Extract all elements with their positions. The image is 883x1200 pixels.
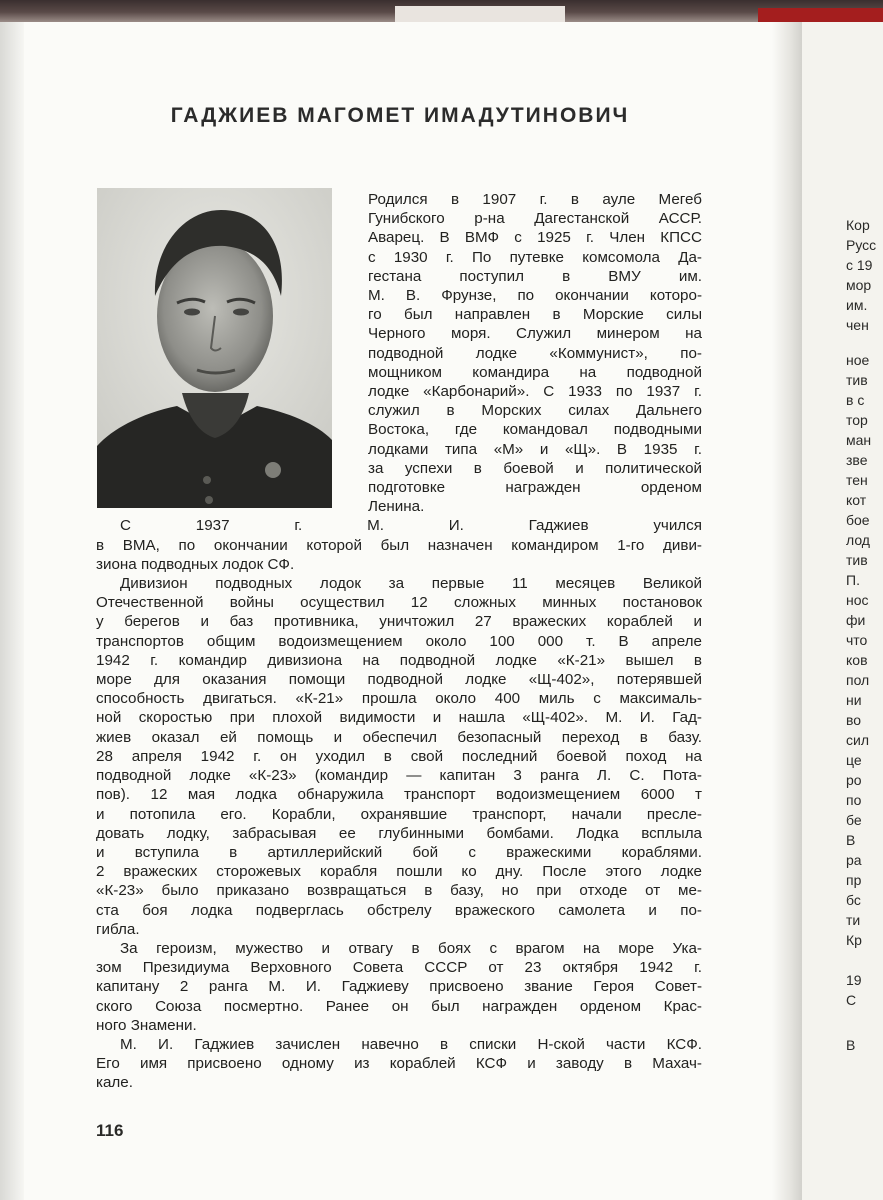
- facing-page-fragment: П.: [846, 572, 860, 588]
- text-line: За героизм, мужество и отвагу в боях с врагом на море Ука-: [120, 939, 702, 957]
- facing-page-fragment: мор: [846, 277, 872, 293]
- text-line: Гунибского р-на Дагестанской АССР.: [368, 210, 702, 228]
- facing-page-fragment: це: [846, 752, 862, 768]
- facing-page-fragment: лод: [846, 532, 870, 548]
- text-line: 2 вражеских сторожевых корабля пошли ко дну. После этого лодке: [96, 863, 702, 881]
- page-top-edge: [0, 0, 883, 22]
- text-line: Черного моря. Служил минером на: [368, 325, 702, 343]
- photo-wrap-space: [96, 190, 368, 516]
- text-line: лодками типа «М» и «Щ». В 1935 г.: [368, 440, 702, 458]
- facing-page-fragment: пол: [846, 672, 870, 688]
- text-line: ного Знамени.: [96, 1016, 197, 1034]
- text-line: Его имя присвоено одному из кораблей КСФ и заводу в Махач-: [96, 1055, 702, 1073]
- text-line: капитану 2 ранга М. И. Гаджиеву присвоено звание Героя Совет-: [96, 978, 702, 996]
- facing-page-fragment: зве: [846, 452, 868, 468]
- facing-page-fragment: тив: [846, 552, 868, 568]
- facing-page-fragment: что: [846, 632, 868, 648]
- book-gutter: [772, 22, 802, 1200]
- text-line: С 1937 г. М. И. Гаджиев учился: [120, 517, 702, 535]
- left-page-shadow: [0, 22, 24, 1200]
- facing-page-fragment: ра: [846, 852, 862, 868]
- text-line: Аварец. В ВМФ с 1925 г. Член КПСС: [368, 229, 702, 247]
- facing-page-fragment: чен: [846, 317, 869, 333]
- text-line: «К-23» было приказано возвращаться в базу, но при отходе от ме-: [96, 882, 702, 900]
- text-line: подводной лодке «К-23» (командир — капитан 3 ранга Л. С. Пота-: [96, 767, 702, 785]
- page-title: ГАДЖИЕВ МАГОМЕТ ИМАДУТИНОВИЧ: [170, 104, 630, 127]
- text-line: 28 апреля 1942 г. он уходил в свой последний боевой поход на: [96, 747, 702, 765]
- text-line: подготовке награжден орденом: [368, 479, 702, 497]
- text-line: 1942 г. командир дивизиона на подводной лодке «К-21» вышел в: [96, 651, 702, 669]
- text-line: кале.: [96, 1074, 133, 1092]
- text-line: гестана поступил в ВМУ им.: [368, 267, 702, 285]
- text-line: М. В. Фрунзе, по окончании которо-: [368, 287, 702, 305]
- facing-page-fragment: ков: [846, 652, 868, 668]
- text-line: гибла.: [96, 920, 140, 938]
- facing-page-fragment: бе: [846, 812, 862, 828]
- facing-page-fragment: ное: [846, 352, 870, 368]
- facing-page-fragment: с 19: [846, 257, 873, 273]
- facing-page-fragment: С: [846, 992, 857, 1008]
- text-line: Отечественной войны осуществил 12 сложных минных постановок: [96, 594, 702, 612]
- facing-page-fragment: ни: [846, 692, 862, 708]
- text-line: лодке «Карбонарий». С 1933 по 1937 г.: [368, 383, 702, 401]
- facing-page-fragment: бое: [846, 512, 870, 528]
- facing-page-fragment: ти: [846, 912, 861, 928]
- text-line: у берегов и баз противника, уничтожил 27 вражеских кораблей и: [96, 613, 702, 631]
- facing-page-fragment: Русс: [846, 237, 877, 253]
- text-line: и потопила его. Корабли, охранявшие транспорт, начали пресле-: [96, 805, 702, 823]
- facing-page-fragment: в с: [846, 392, 865, 408]
- text-line: с 1930 г. По путевке комсомола Да-: [368, 248, 702, 266]
- text-line: Ленина.: [368, 498, 425, 516]
- text-line: Дивизион подводных лодок за первые 11 месяцев Великой: [120, 575, 702, 593]
- facing-page-fragment: ман: [846, 432, 872, 448]
- text-line: пов). 12 мая лодка обнаружила транспорт водоизмещением 6000 т: [96, 786, 702, 804]
- text-line: транспортов общим водоизмещением около 100 000 т. В апреле: [96, 632, 702, 650]
- text-line: и вступила в артиллерийский бой с вражескими кораблями.: [96, 843, 702, 861]
- facing-page-fragment: В: [846, 1037, 856, 1053]
- facing-page: [802, 22, 883, 1200]
- facing-page-fragment: фи: [846, 612, 866, 628]
- red-cover-strip: [758, 8, 883, 22]
- text-line: в ВМА, по окончании которой был назначен командиром 1-го диви-: [96, 536, 702, 554]
- facing-page-fragment: Кор: [846, 217, 870, 233]
- text-line: зом Президиума Верховного Совета СССР от 23 октября 1942 г.: [96, 959, 702, 977]
- text-line: подводной лодке «Коммунист», по-: [368, 344, 702, 362]
- facing-page-fragment: во: [846, 712, 862, 728]
- text-line: служил в Морских силах Дальнего: [368, 402, 702, 420]
- text-line: способность двигаться. «К-21» прошла около 400 миль с максималь-: [96, 690, 702, 708]
- facing-page-fragment: нос: [846, 592, 869, 608]
- facing-page-fragment: кот: [846, 492, 867, 508]
- facing-page-fragment: пр: [846, 872, 862, 888]
- text-line: ского Союза посмертно. Ранее он был награжден орденом Крас-: [96, 997, 702, 1015]
- facing-page-fragment: ро: [846, 772, 862, 788]
- text-line: го был направлен в Морские силы: [368, 306, 702, 324]
- facing-page-fragment: тор: [846, 412, 868, 428]
- text-line: довать лодку, забрасывая ее глубинными бомбами. Лодка всплыла: [96, 824, 702, 842]
- text-line: за успехи в боевой и политической: [368, 459, 702, 477]
- facing-page-fragment: им.: [846, 297, 868, 313]
- text-line: зиона подводных лодок СФ.: [96, 555, 295, 573]
- text-line: мощником командира на подводной: [368, 363, 702, 381]
- text-line: ной скоростью при плохой видимости и нашла «Щ-402». М. И. Гад-: [96, 709, 702, 727]
- text-line: Родился в 1907 г. в ауле Мегеб: [368, 191, 702, 208]
- text-line: Востока, где командовал подводными: [368, 421, 702, 439]
- text-line: море для оказания помощи подводной лодке «Щ-402», потерявшей: [96, 671, 702, 689]
- binding-clip: [395, 6, 565, 22]
- text-line: М. И. Гаджиев зачислен навечно в списки Н-ской части КСФ.: [120, 1035, 702, 1053]
- facing-page-fragment: тив: [846, 372, 868, 388]
- facing-page-fragment: 19: [846, 972, 862, 988]
- facing-page-fragment: по: [846, 792, 862, 808]
- facing-page-fragment: тен: [846, 472, 868, 488]
- text-line: ста боя лодка подверглась обстрелу вражеского самолета и по-: [96, 901, 702, 919]
- text-line: жиев оказал ей помощь и обеспечил безопасный переход в базу.: [96, 728, 702, 746]
- biography-text: [96, 190, 702, 1093]
- facing-page-fragment: бс: [846, 892, 861, 908]
- facing-page-fragment: сил: [846, 732, 869, 748]
- facing-page-fragment: В: [846, 832, 856, 848]
- page-number: 116: [96, 1121, 124, 1140]
- facing-page-fragment: Кр: [846, 932, 862, 948]
